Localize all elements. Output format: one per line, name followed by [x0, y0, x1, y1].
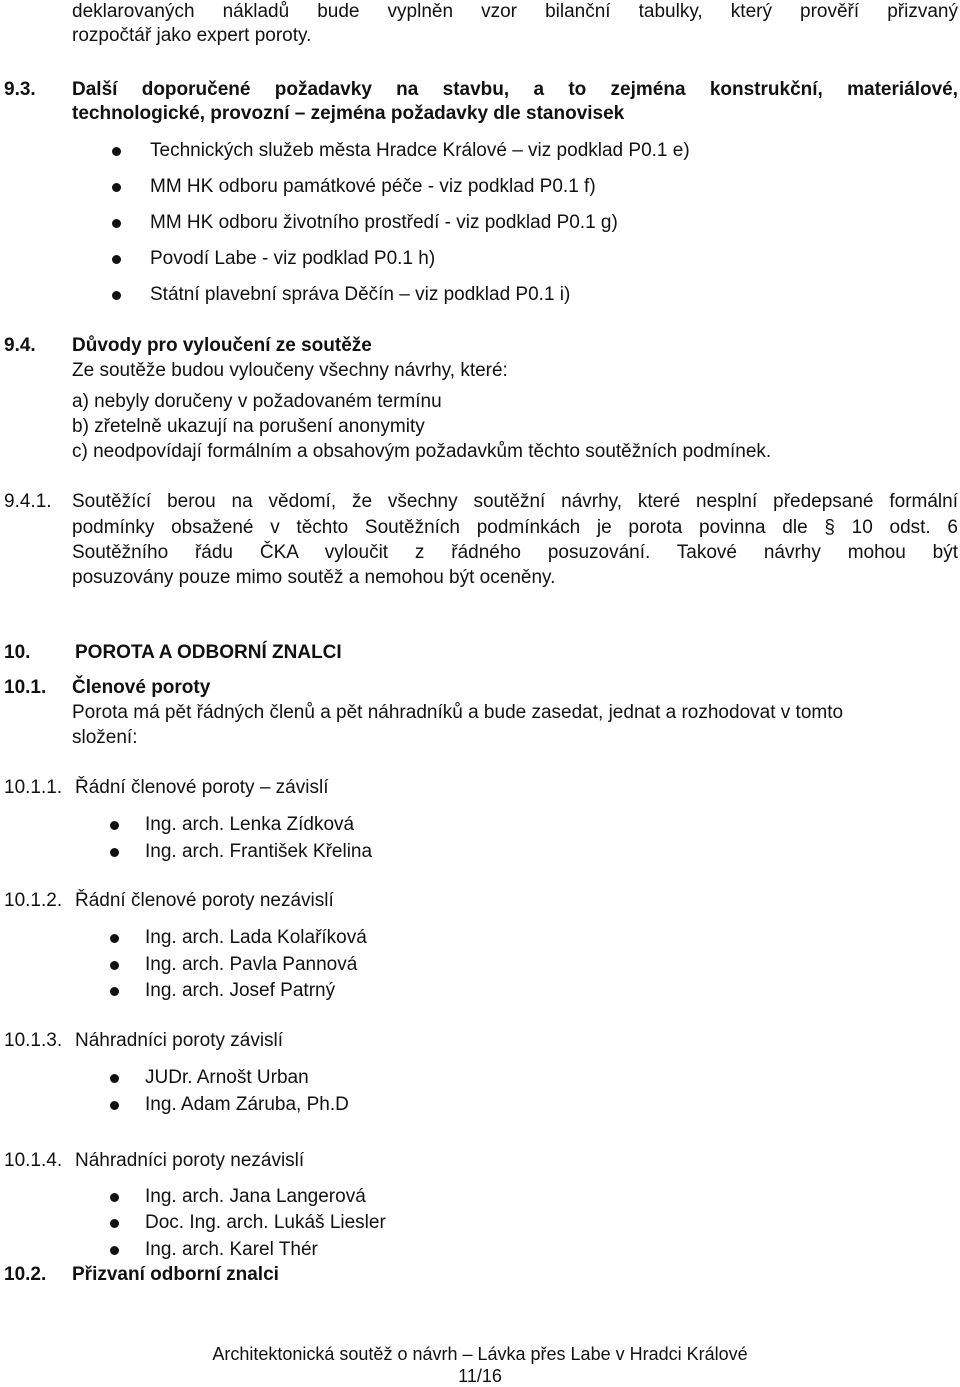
bullet-icon — [110, 1101, 119, 1110]
list-item: Povodí Labe - viz podklad P0.1 h) — [150, 248, 436, 269]
section-10-1-2-number: 10.1.2. — [4, 890, 63, 911]
list-item: Ing. arch. František Křelina — [145, 841, 373, 862]
section-10-number: 10. — [4, 642, 31, 663]
section-9-4-intro: Ze soutěže budou vyloučeny všechny návrhy, které: — [72, 360, 508, 381]
section-10-1-4-number: 10.1.4. — [4, 1150, 63, 1171]
section-10-title: POROTA A ODBORNÍ ZNALCI — [75, 642, 342, 663]
bullet-icon — [110, 821, 119, 830]
list-item: MM HK odboru životního prostředí - viz podklad P0.1 g) — [150, 212, 618, 233]
intro-line-2: rozpočtář jako expert poroty. — [72, 25, 312, 46]
list-item: Ing. arch. Lada Kolaříková — [145, 927, 367, 948]
section-9-3-heading-line-2: technologické, provozní – zejména požadavky dle stanovisek — [72, 103, 625, 124]
bullet-icon — [110, 1074, 119, 1083]
section-10-2-title: Přizvaní odborní znalci — [72, 1264, 279, 1285]
list-item: b) zřetelně ukazují na porušení anonymity — [72, 416, 425, 437]
bullet-icon — [112, 147, 121, 156]
bullet-icon — [112, 183, 121, 192]
bullet-icon — [110, 1246, 119, 1255]
list-item: JUDr. Arnošt Urban — [145, 1067, 309, 1088]
section-10-2-number: 10.2. — [4, 1264, 47, 1285]
list-item: Státní plavební správa Děčín – viz podklad P0.1 i) — [150, 284, 571, 305]
intro-line-1: deklarovaných nákladů bude vyplněn vzor bilanční tabulky, který prověří přizvaný — [72, 1, 958, 22]
list-item: Ing. arch. Karel Thér — [145, 1239, 318, 1260]
bullet-icon — [110, 1219, 119, 1228]
bullet-icon — [110, 848, 119, 857]
list-item: a) nebyly doručeny v požadovaném termínu — [72, 391, 442, 412]
section-10-1-3-title: Náhradníci poroty závislí — [75, 1030, 284, 1051]
section-10-1-1-title: Řádní členové poroty – závislí — [75, 777, 329, 798]
section-10-1-title: Členové poroty — [72, 677, 211, 698]
section-9-3-heading-line-1: Další doporučené požadavky na stavbu, a to zejména konstrukční, materiálové, — [72, 79, 958, 100]
list-item: Doc. Ing. arch. Lukáš Liesler — [145, 1212, 386, 1233]
section-10-1-line-2: složení: — [72, 727, 138, 748]
section-9-4-1-line-3: Soutěžního řádu ČKA vyloučit z řádného posuzování. Takové návrhy mohou být — [72, 542, 958, 563]
page-number: 11/16 — [458, 1366, 502, 1386]
section-10-1-4-title: Náhradníci poroty nezávislí — [75, 1150, 305, 1171]
list-item: Ing. arch. Josef Patrný — [145, 980, 336, 1001]
section-10-1-3-number: 10.1.3. — [4, 1030, 63, 1051]
section-9-4-1-number: 9.4.1. — [4, 491, 52, 512]
section-9-3-number: 9.3. — [4, 79, 36, 100]
section-10-1-line-1: Porota má pět řádných členů a pět náhradníků a bude zasedat, jednat a rozhodovat v tomto — [72, 702, 844, 723]
list-item: Ing. arch. Lenka Zídková — [145, 814, 355, 835]
list-item: Ing. arch. Pavla Pannová — [145, 954, 358, 975]
list-item: c) neodpovídají formálním a obsahovým požadavkům těchto soutěžních podmínek. — [72, 441, 772, 462]
list-item: Technických služeb města Hradce Králové – viz podklad P0.1 e) — [150, 140, 690, 161]
bullet-icon — [112, 255, 121, 264]
bullet-icon — [112, 219, 121, 228]
section-10-1-2-title: Řádní členové poroty nezávislí — [75, 890, 334, 911]
footer-text: Architektonická soutěž o návrh – Lávka přes Labe v Hradci Králové — [212, 1344, 748, 1364]
section-9-4-number: 9.4. — [4, 335, 36, 356]
section-9-4-title: Důvody pro vyloučení ze soutěže — [72, 335, 372, 356]
bullet-icon — [110, 961, 119, 970]
bullet-icon — [110, 934, 119, 943]
section-10-1-1-number: 10.1.1. — [4, 777, 63, 798]
list-item: Ing. Adam Záruba, Ph.D — [145, 1094, 349, 1115]
section-9-4-1-line-4: posuzovány pouze mimo soutěž a nemohou být oceněny. — [72, 567, 556, 588]
bullet-icon — [110, 987, 119, 996]
bullet-icon — [112, 291, 121, 300]
section-9-4-1-line-1: Soutěžící berou na vědomí, že všechny soutěžní návrhy, které nesplní předepsané formální — [72, 491, 958, 512]
section-10-1-number: 10.1. — [4, 677, 47, 698]
section-9-4-1-line-2: podmínky obsažené v těchto Soutěžních podmínkách je porota povinna dle § 10 odst. 6 — [72, 517, 958, 538]
list-item: MM HK odboru památkové péče - viz podklad P0.1 f) — [150, 176, 596, 197]
bullet-icon — [110, 1193, 119, 1202]
list-item: Ing. arch. Jana Langerová — [145, 1186, 366, 1207]
